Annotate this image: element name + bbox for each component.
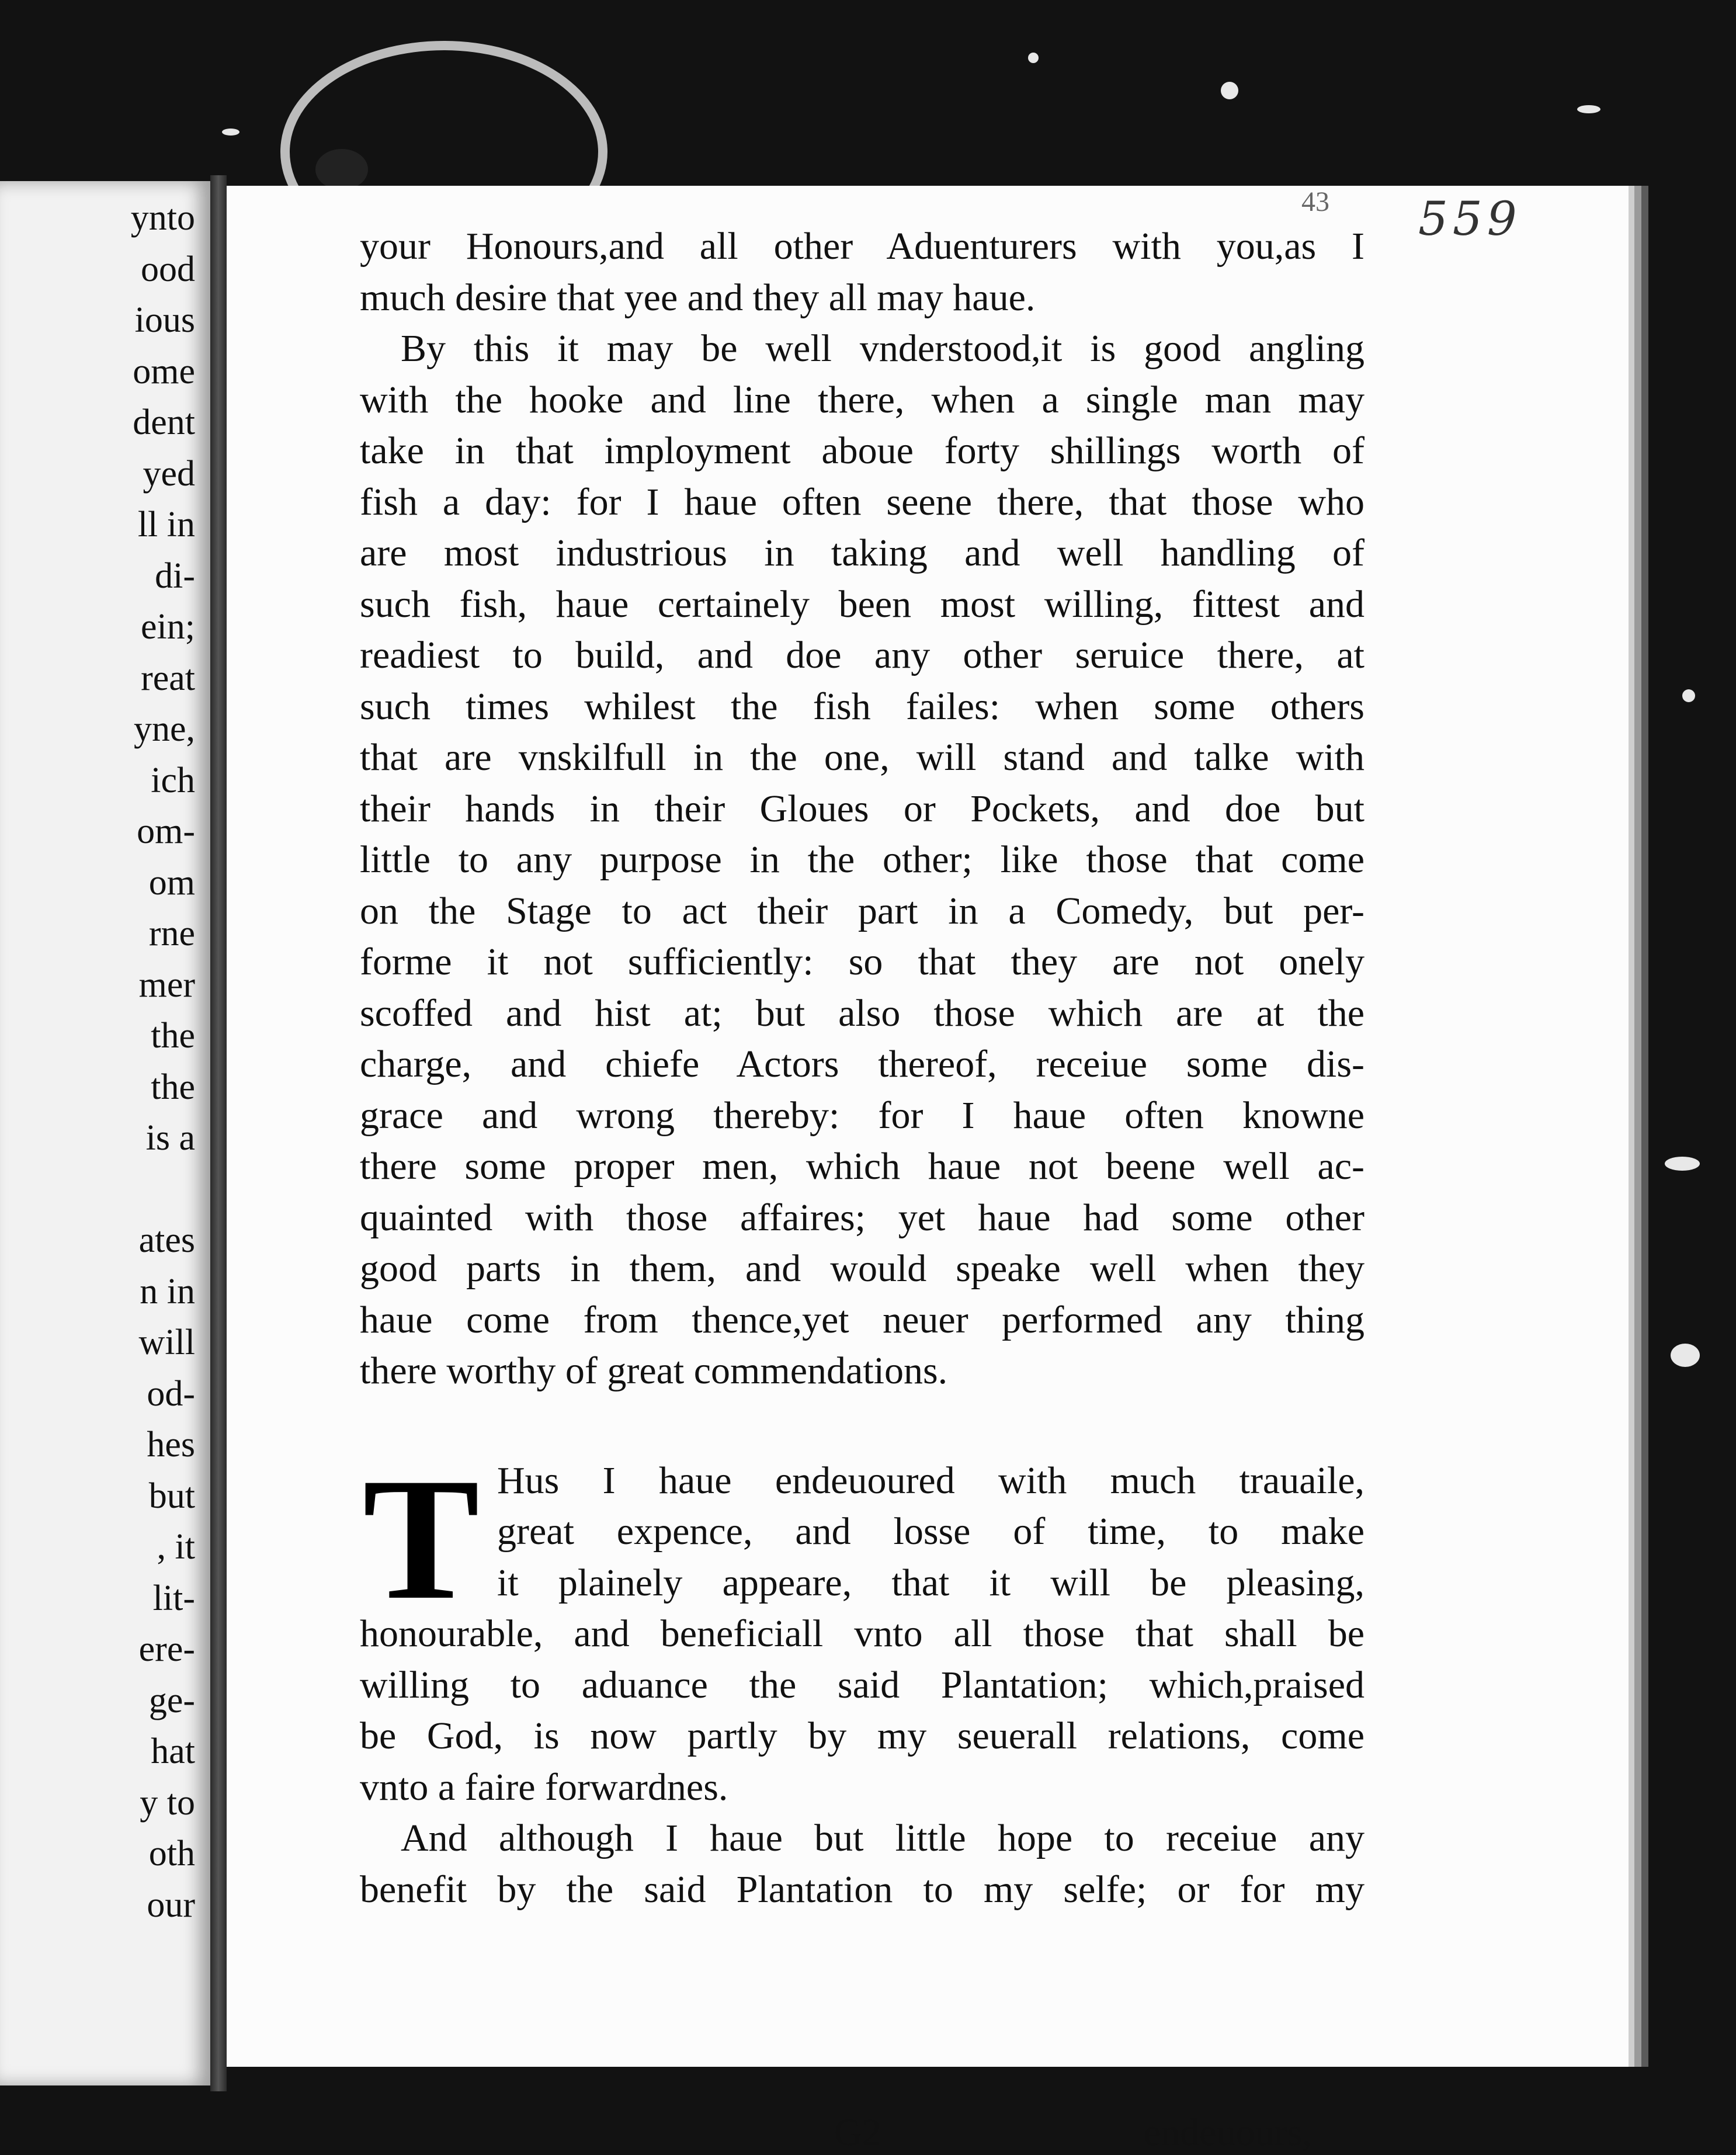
- left-fragment-line: lit-: [152, 1578, 195, 1618]
- body-text: [360, 221, 1365, 1915]
- left-fragment-line: , it: [157, 1527, 195, 1567]
- drop-cap-lines: [360, 1455, 1365, 1609]
- paragraph-group-1: [360, 221, 1365, 1397]
- catchword: endeuours,: [1144, 2111, 1312, 2154]
- text-line: great expence, and losse of time, to make: [497, 1510, 1365, 1553]
- left-page-fragments: [131, 193, 195, 1931]
- page-number: 43: [1301, 186, 1329, 217]
- text-line: be God, is now partly by my seuerall relations, come: [360, 1715, 1365, 1757]
- right-page: [227, 186, 1629, 2154]
- left-fragment-line: om-: [137, 811, 195, 851]
- left-fragment-line: dent: [133, 402, 195, 442]
- left-fragment-line: hat: [151, 1731, 195, 1771]
- left-fragment-line: od-: [147, 1373, 195, 1414]
- left-fragment-line: om: [148, 862, 195, 903]
- text-line: honourable, and beneficiall vnto all those that shall be: [360, 1612, 1365, 1655]
- left-fragment-line: yne,: [133, 709, 195, 749]
- signature-mark: G2: [834, 2111, 881, 2154]
- text-line: forme it not sufficiently: so that they are not onely: [360, 941, 1365, 983]
- left-fragment-line: oth: [148, 1834, 195, 1873]
- left-fragment-line: reat: [141, 658, 195, 698]
- text-line: quainted with those affaires; yet haue had some other: [360, 1196, 1365, 1239]
- left-fragment-line: but: [148, 1476, 195, 1516]
- left-fragment-line: rne: [148, 914, 195, 953]
- text-line: such fish, haue certainely been most willing, fittest and: [360, 582, 1365, 626]
- left-fragment-line: ome: [133, 351, 195, 391]
- dust-speck: [1671, 1344, 1700, 1367]
- text-line: are most industrious in taking and well handling of: [360, 532, 1365, 574]
- text-line: on the Stage to act their part in a Comedy, but per-: [360, 889, 1365, 932]
- text-line: Hus I haue endeuoured with much trauaile,: [497, 1459, 1365, 1502]
- text-line: there worthy of great commendations.: [360, 1349, 948, 1392]
- left-fragment-line: ates: [138, 1220, 195, 1260]
- left-fragment-line: ge-: [148, 1680, 195, 1720]
- left-fragment-line: ynto: [130, 198, 195, 238]
- text-line: much desire that yee and they all may haue.: [360, 276, 1036, 319]
- paragraph-group-2: [360, 1608, 1365, 1915]
- text-line: there some proper men, which haue not beene well ac-: [360, 1145, 1365, 1188]
- left-fragment-line: di-: [155, 556, 195, 596]
- left-fragment-line: will: [138, 1323, 195, 1362]
- left-fragment-line: the: [151, 1067, 195, 1107]
- left-page: [0, 181, 210, 2085]
- text-line: charge, and chiefe Actors thereof, receiue some dis-: [360, 1043, 1365, 1085]
- text-line: that are vnskilfull in the one, will stand and talke with: [360, 736, 1365, 779]
- left-fragment-line: our: [147, 1885, 195, 1925]
- left-fragment-line: the: [151, 1016, 195, 1056]
- left-fragment-line: ood: [141, 249, 195, 289]
- left-fragment-line: [131, 1164, 195, 1216]
- text-line: grace and wrong thereby: for I haue often knowne: [360, 1094, 1365, 1137]
- text-line: benefit by the said Plantation to my selfe; or for my: [360, 1868, 1365, 1911]
- text-line: By this it may be well vnderstood,it is good angling: [401, 327, 1365, 370]
- text-line: good parts in them, and would speake well when they: [360, 1247, 1365, 1290]
- left-fragment-line: ich: [151, 760, 195, 800]
- left-fragment-line: ere-: [138, 1629, 195, 1669]
- dust-speck: [1682, 689, 1695, 702]
- text-line: fish a day: for I haue often seene there, that those who: [360, 480, 1365, 523]
- text-line: such times whilest the fish failes: when some others: [360, 685, 1365, 728]
- text-line: haue come from thence,yet neuer performed any thing: [360, 1298, 1365, 1341]
- dust-speck: [1028, 53, 1039, 63]
- left-fragment-line: hes: [147, 1425, 195, 1465]
- left-fragment-line: is a: [145, 1118, 195, 1158]
- binder-clip: [315, 149, 368, 190]
- text-line: take in that imployment aboue forty shillings worth of: [360, 429, 1365, 472]
- text-line: their hands in their Gloues or Pockets, and doe but: [360, 787, 1365, 830]
- text-line: vnto a faire forwardnes.: [360, 1765, 728, 1809]
- left-fragment-line: n in: [140, 1271, 195, 1311]
- text-line: readiest to build, and doe any other seruice there, at: [360, 634, 1365, 676]
- text-line: willing to aduance the said Plantation; which,praised: [360, 1663, 1365, 1706]
- dust-speck: [1577, 105, 1600, 113]
- text-line: scoffed and hist at; but also those which are at the: [360, 991, 1365, 1035]
- text-line: with the hooke and line there, when a single man may: [360, 378, 1365, 421]
- left-fragment-line: yed: [143, 453, 195, 494]
- dust-speck: [1665, 1157, 1700, 1171]
- book-gutter: [210, 175, 227, 2091]
- left-fragment-line: y to: [140, 1782, 195, 1823]
- dust-speck: [1221, 82, 1238, 99]
- text-line: it plainely appeare, that it will be pleasing,: [497, 1561, 1365, 1604]
- text-line: And although I haue but little hope to receiue any: [401, 1817, 1365, 1859]
- dust-speck: [222, 129, 239, 136]
- left-fragment-line: ll in: [137, 505, 195, 544]
- left-fragment-line: ious: [134, 300, 195, 340]
- text-line: little to any purpose in the other; like those that come: [360, 838, 1365, 881]
- left-fragment-line: mer: [138, 964, 195, 1005]
- handwritten-folio: 559: [1418, 192, 1522, 246]
- drop-cap: T: [362, 1441, 480, 1636]
- left-fragment-line: ein;: [141, 607, 195, 647]
- text-line: your Honours,and all other Aduenturers with you,as I: [360, 225, 1365, 268]
